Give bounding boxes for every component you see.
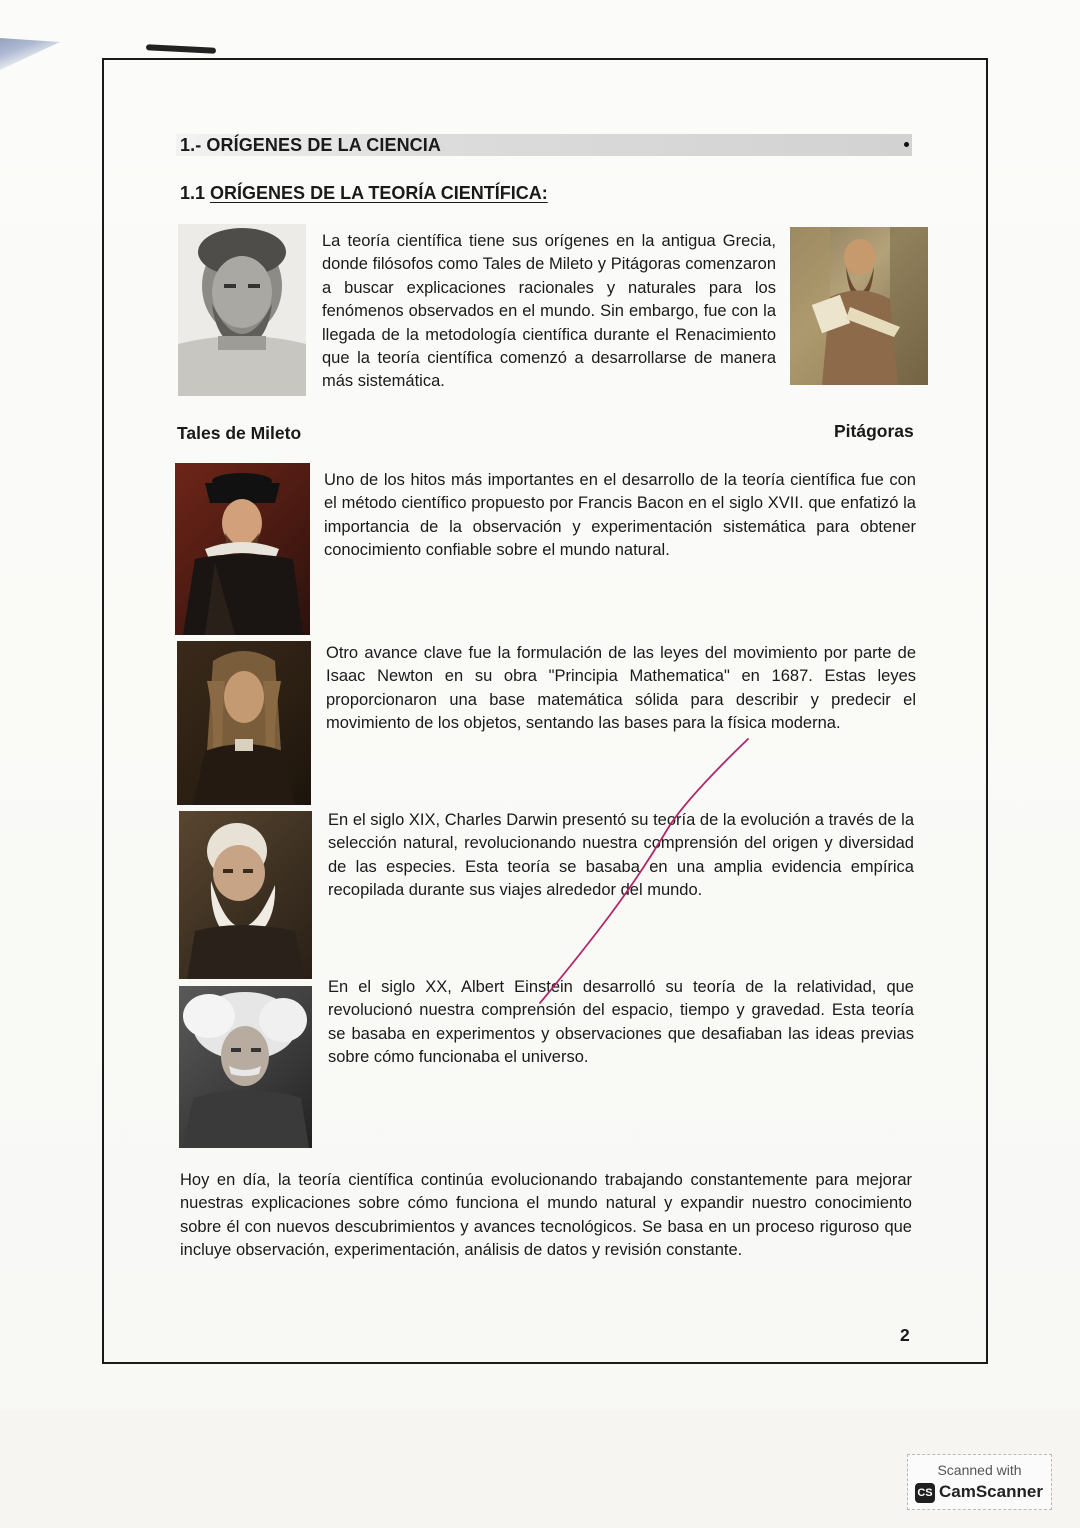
subsection-number: 1.1 xyxy=(180,183,206,203)
bacon-paragraph: Uno de los hitos más importantes en el desarrollo de la teoría científica fue con el método científico propuesto por Francis Bacon en el siglo XVII. que enfatizó la importancia de la observación y experimentación sistemática para obtener conocimiento confiable sobre el mundo natural. xyxy=(324,471,916,560)
einstein-paragraph: En el siglo XX, Albert Einstein desarrolló su teoría de la relatividad, que revolucionó nuestra comprensión del espacio, tiempo y gravedad. Esta teoría se basaba en experimentos y observaciones que desafiaban las ideas previas sobre cómo funcionaba el universo. xyxy=(328,978,914,1067)
intro-paragraph: La teoría científica tiene sus orígenes en la antigua Grecia, donde filósofos como Tales de Mileto y Pitágoras comenzaron a buscar explicaciones racionales y naturales para los fenómenos observados en el mundo. Sin embargo, fue con la llegada de la metodología científica durante el Renacimiento que la teoría científica comenzó a desarrollarse de manera más sistemática. xyxy=(322,232,776,391)
section-title: 1.- ORÍGENES DE LA CIENCIA xyxy=(180,135,441,155)
newton-paragraph: Otro avance clave fue la formulación de las leyes del movimiento por parte de Isaac Newton en su obra "Principia Mathematica" en 1687. Estas leyes proporcionaron una base matemática sólida para describir y predecir el movimiento de los objetos, sentando las bases para la física moderna. xyxy=(326,644,916,733)
scanner-caption: Scanned with xyxy=(937,1462,1022,1478)
charles-darwin-portrait xyxy=(179,811,312,979)
scanner-brand-name: CamScanner xyxy=(939,1482,1043,1501)
francis-bacon-portrait xyxy=(175,463,310,635)
darwin-paragraph: En el siglo XIX, Charles Darwin presentó su teoría de la evolución a través de la selección natural, revolucionando nuestra comprensión del origen y diversidad de las especies. Esta teoría se basaba en una amplia evidencia empírica recopilada durante sus viajes alrededor del mundo. xyxy=(328,811,914,900)
camscanner-logo-icon: CS xyxy=(915,1483,935,1503)
caption-tales: Tales de Mileto xyxy=(177,423,302,443)
conclusion-paragraph: Hoy en día, la teoría científica continúa evolucionando trabajando constantemente para mejorar nuestras explicaciones sobre cómo funciona el mundo natural y expandir nuestro conocimiento sobre él con nuevos descubrimientos y avances tecnológicos. Se basa en un proceso riguroso que incluye observación, experimentación, análisis de datos y revisión constante. xyxy=(180,1171,912,1260)
subsection-title: ORÍGENES DE LA TEORÍA CIENTÍFICA: xyxy=(210,183,548,203)
subsection-heading xyxy=(180,183,548,204)
pitagoras-portrait xyxy=(790,227,928,385)
camscanner-watermark xyxy=(907,1454,1052,1510)
caption-pitagoras: Pitágoras xyxy=(834,421,914,441)
page-number: 2 xyxy=(900,1325,910,1345)
albert-einstein-portrait xyxy=(179,986,312,1148)
section-bullet-dot xyxy=(904,142,909,147)
tales-de-mileto-portrait xyxy=(178,224,306,396)
isaac-newton-portrait xyxy=(177,641,311,805)
pen-annotation-stroke xyxy=(520,735,760,1015)
